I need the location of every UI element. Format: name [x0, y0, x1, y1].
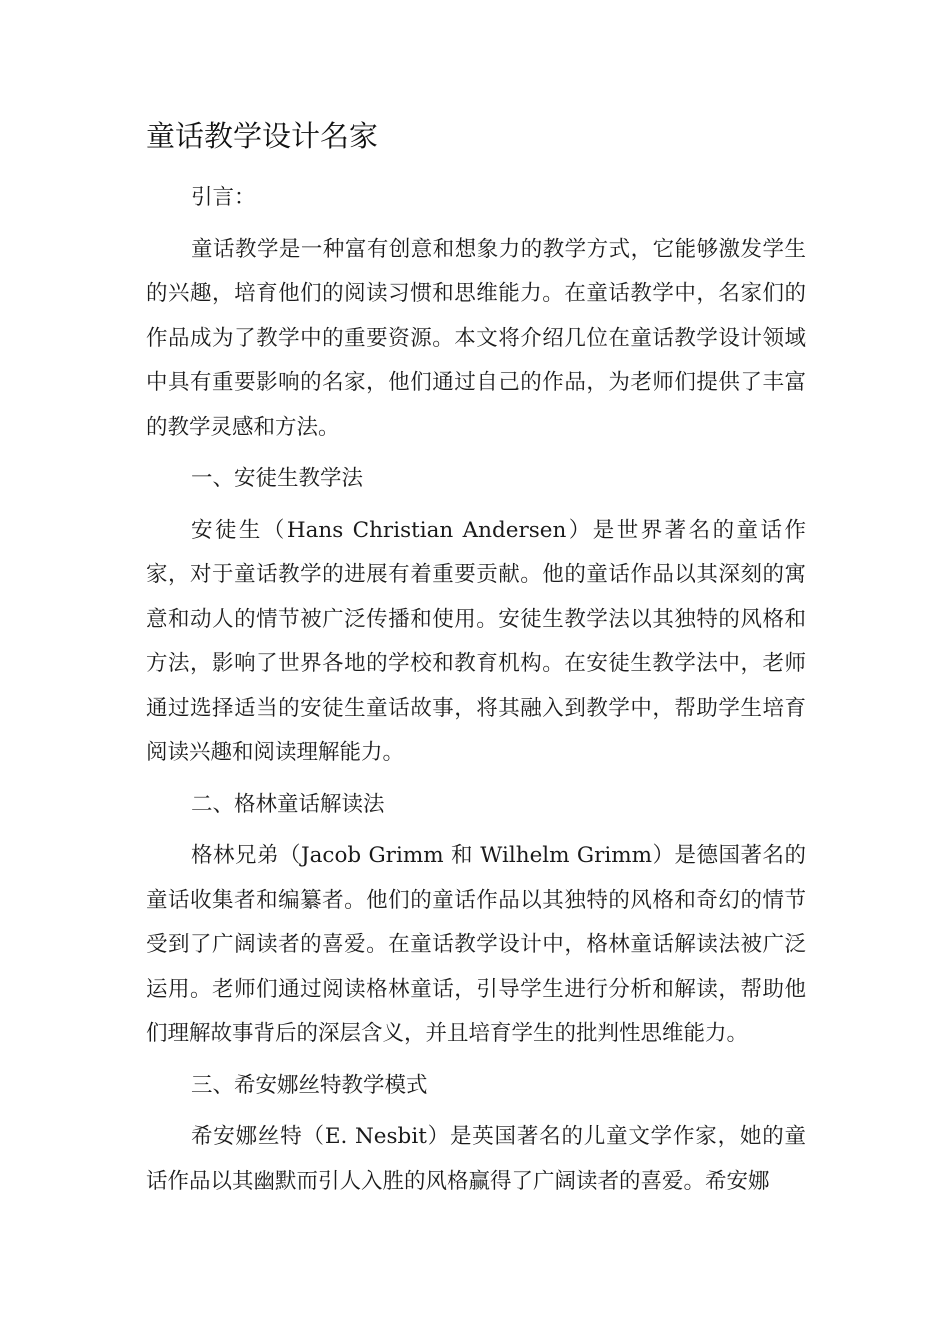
document-body [146, 176, 806, 1211]
intro-paragraph: 童话教学是一种富有创意和想象力的教学方式，它能够激发学生的兴趣，培育他们的阅读习惯和思维能力。在童话教学中，名家们的作品成为了教学中的重要资源。本文将介绍几位在童话教学设计领域中具有重要影响的名家，他们通过自己的作品，为老师们提供了丰富的教学灵感和方法。 [146, 236, 806, 440]
section-paragraph-andersen: 安徒生（Hans Christian Andersen）是世界著名的童话作家，对于童话教学的进展有着重要贡献。他的童话作品以其深刻的寓意和动人的情节被广泛传播和使用。安徒生教学法以其独特的风格和方法，影响了世界各地的学校和教育机构。在安徒生教学法中，老师通过选择适当的安徒生童话故事，将其融入到教学中，帮助学生培育阅读兴趣和阅读理解能力。 [146, 517, 806, 765]
section-heading-nesbit: 三、希安娜丝特教学模式 [191, 1072, 428, 1098]
section-paragraph-nesbit: 希安娜丝特（E. Nesbit）是英国著名的儿童文学作家，她的童话作品以其幽默而引人入胜的风格赢得了广阔读者的喜爱。希安娜 [146, 1124, 806, 1194]
document-title: 童话教学设计名家 [146, 119, 379, 153]
section-heading-andersen: 一、安徒生教学法 [191, 466, 364, 491]
section-paragraph-grimm: 格林兄弟（Jacob Grimm 和 Wilhelm Grimm）是德国著名的童话收集者和编纂者。他们的童话作品以其独特的风格和奇幻的情节受到了广阔读者的喜爱。在童话教学设计中，格林童话解读法被广泛运用。老师们通过阅读格林童话，引导学生进行分析和解读，帮助他们理解故事背后的深层含义，并且培育学生的批判性思维能力。 [146, 843, 806, 1046]
intro-label: 引言： [191, 185, 256, 210]
section-heading-grimm: 二、格林童话解读法 [191, 791, 385, 817]
